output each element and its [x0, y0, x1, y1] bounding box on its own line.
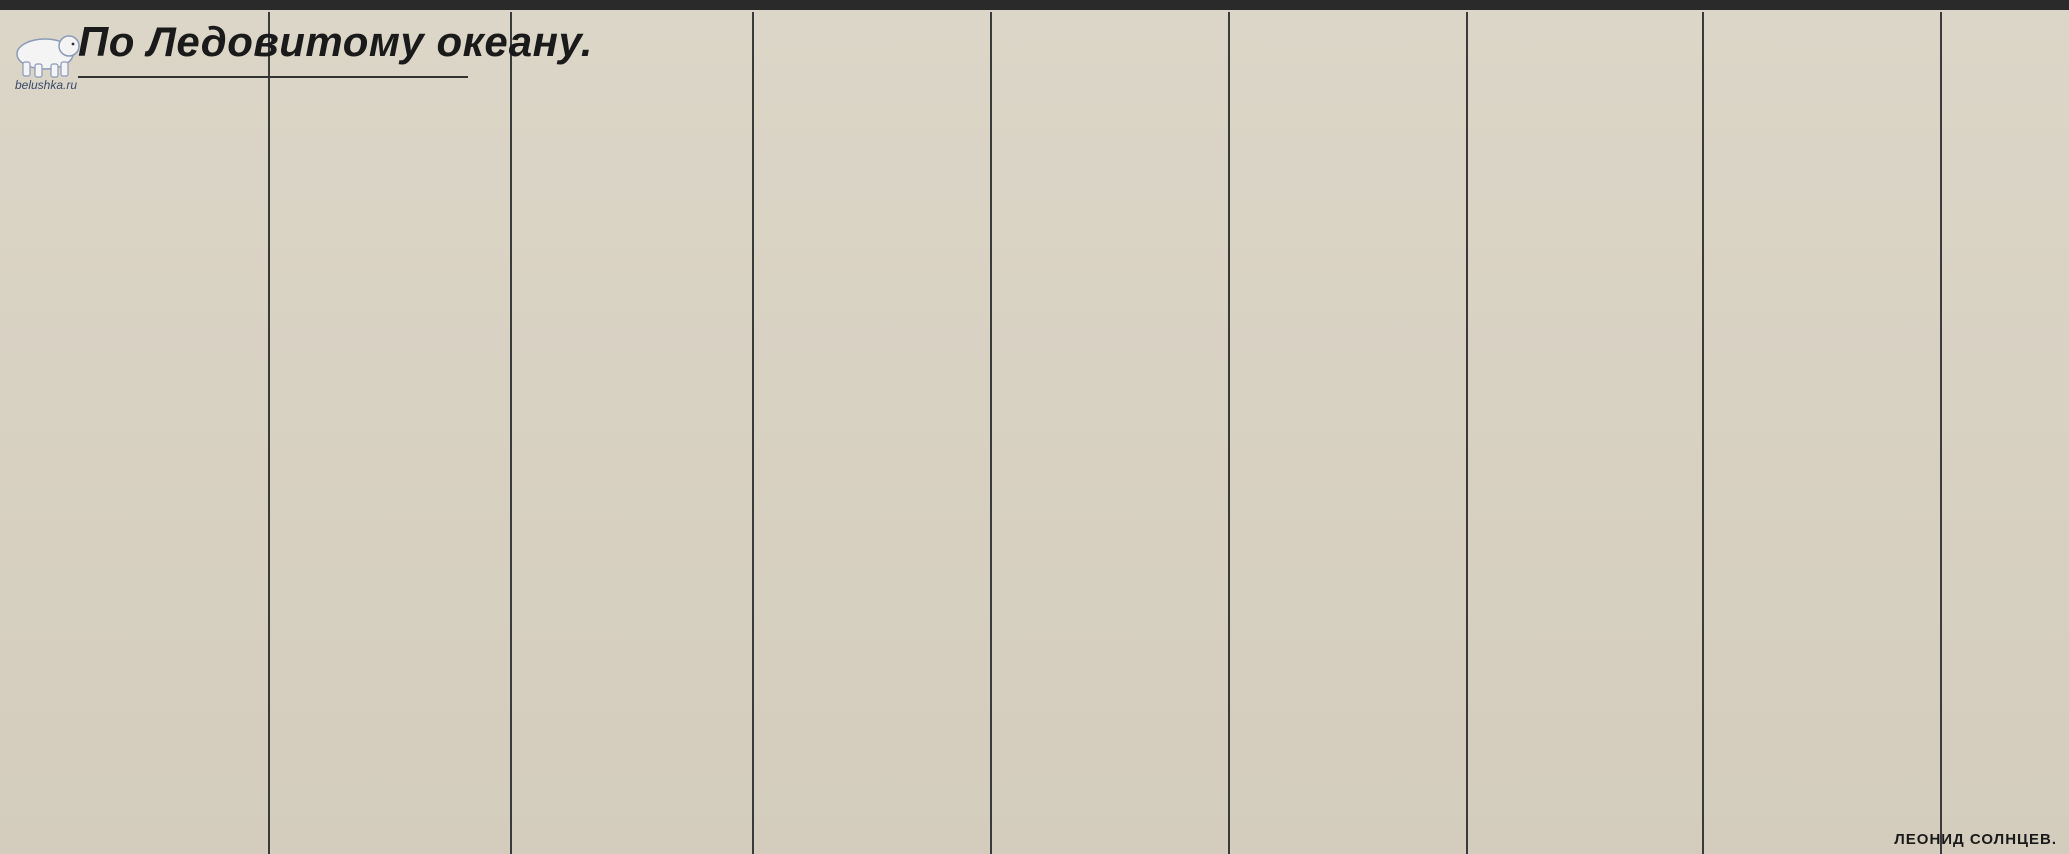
column-6	[1230, 12, 1466, 854]
author-signature: ЛЕОНИД СОЛНЦЕВ.	[1894, 831, 2057, 848]
column-1	[0, 12, 268, 854]
article-title: По Ледовитому океану.	[78, 18, 593, 65]
polar-bear-icon	[7, 20, 85, 80]
title-underline	[78, 76, 468, 78]
column-8	[1704, 12, 1940, 854]
column-5	[992, 12, 1228, 854]
column-9	[1942, 12, 2069, 854]
column-4	[754, 12, 990, 854]
top-border	[0, 0, 2069, 10]
watermark-text: belushka.ru	[14, 78, 78, 92]
article-columns	[0, 12, 2069, 854]
column-3	[512, 12, 752, 854]
column-2	[270, 12, 510, 854]
column-7	[1468, 12, 1702, 854]
